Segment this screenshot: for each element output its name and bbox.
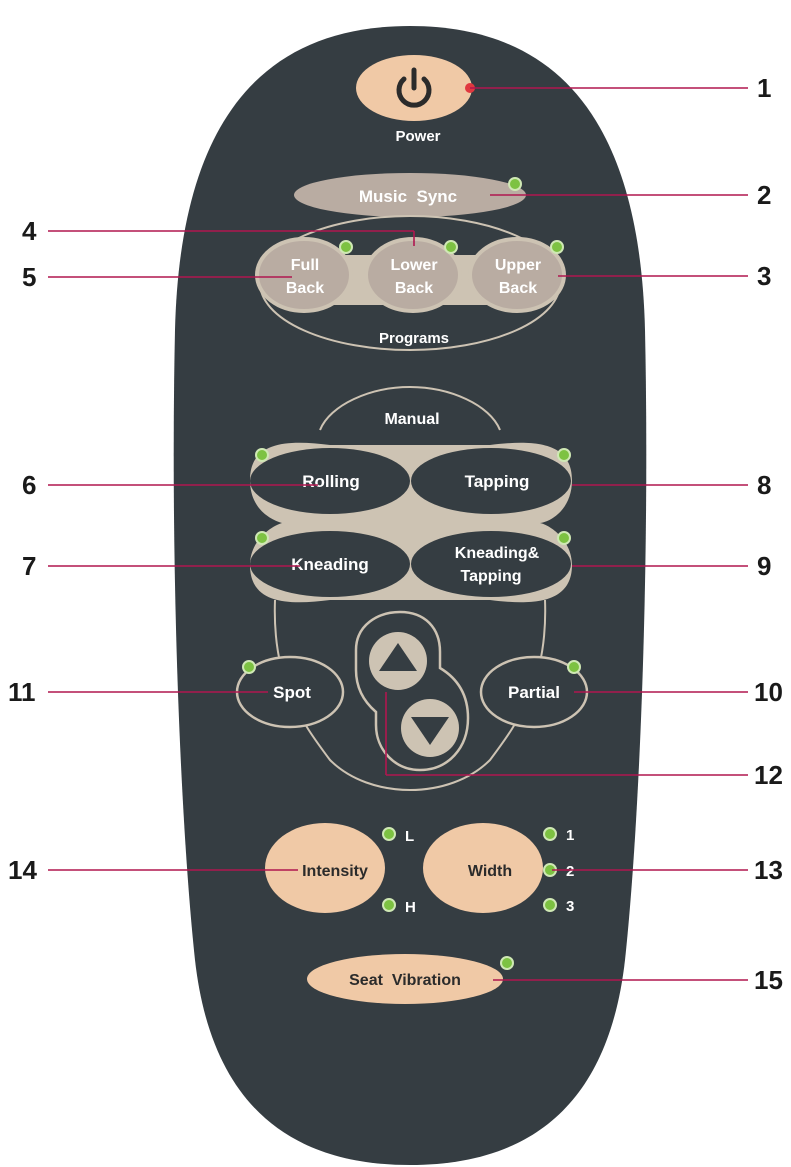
upper-back-label-line2: Back	[498, 280, 538, 297]
manual-label: Manual	[384, 411, 440, 428]
music-sync-led	[509, 178, 521, 190]
lower-back-label-line1: Lower	[390, 257, 438, 274]
rolling-led	[256, 449, 268, 461]
width-level-1-led	[544, 828, 556, 840]
callout-7: 7	[22, 551, 37, 581]
width-level-3-led	[544, 899, 556, 911]
width-label: Width	[467, 863, 513, 880]
callout-6: 6	[22, 470, 37, 500]
partial-led	[568, 661, 580, 673]
kneading-led	[256, 532, 268, 544]
kneading-tapping-button[interactable]	[411, 531, 571, 597]
callout-4: 4	[22, 216, 37, 246]
lower-back-led	[445, 241, 457, 253]
intensity-high-label: H	[405, 899, 416, 916]
width-level-1-label: 1	[566, 827, 575, 844]
upper-back-led	[551, 241, 563, 253]
callout-9: 9	[757, 551, 772, 581]
callout-11: 11	[8, 677, 36, 707]
intensity-high-led	[383, 899, 395, 911]
callout-15: 15	[754, 965, 783, 995]
kneading-tapping-label-line2: Tapping	[460, 568, 522, 585]
callout-5: 5	[22, 262, 37, 292]
spot-led	[243, 661, 255, 673]
kneading-label: Kneading	[291, 555, 369, 574]
callout-14: 14	[8, 855, 37, 885]
callout-10: 10	[754, 677, 783, 707]
rolling-label: Rolling	[302, 472, 360, 491]
kneading-tapping-label-line1: Kneading&	[454, 545, 540, 562]
intensity-label: Intensity	[302, 863, 368, 880]
music-sync-label: Music Sync	[358, 187, 458, 206]
lower-back-label-line2: Back	[394, 280, 434, 297]
tapping-led	[558, 449, 570, 461]
seat-vibration-led	[501, 957, 513, 969]
full-back-label-line1: Full	[290, 257, 320, 274]
full-back-label-line2: Back	[285, 280, 325, 297]
upper-back-button[interactable]	[470, 239, 564, 311]
callout-12: 12	[754, 760, 783, 790]
tapping-label: Tapping	[464, 472, 530, 491]
upper-back-label-line1: Upper	[494, 257, 542, 274]
power-label: Power	[395, 128, 441, 145]
width-level-2-label: 2	[566, 863, 575, 880]
full-back-button[interactable]	[257, 239, 351, 311]
callout-2: 2	[757, 180, 772, 210]
intensity-low-led	[383, 828, 395, 840]
kneading-tapping-led	[558, 532, 570, 544]
callout-13: 13	[754, 855, 783, 885]
intensity-low-label: L	[405, 828, 415, 845]
full-back-led	[340, 241, 352, 253]
seat-vibration-label: Seat Vibration	[349, 972, 461, 989]
callout-3: 3	[757, 261, 772, 291]
programs-label: Programs	[378, 330, 450, 347]
callout-8: 8	[757, 470, 772, 500]
callout-1: 1	[757, 73, 772, 103]
spot-label: Spot	[273, 683, 311, 702]
width-level-3-label: 3	[566, 898, 575, 915]
partial-label: Partial	[508, 683, 560, 702]
